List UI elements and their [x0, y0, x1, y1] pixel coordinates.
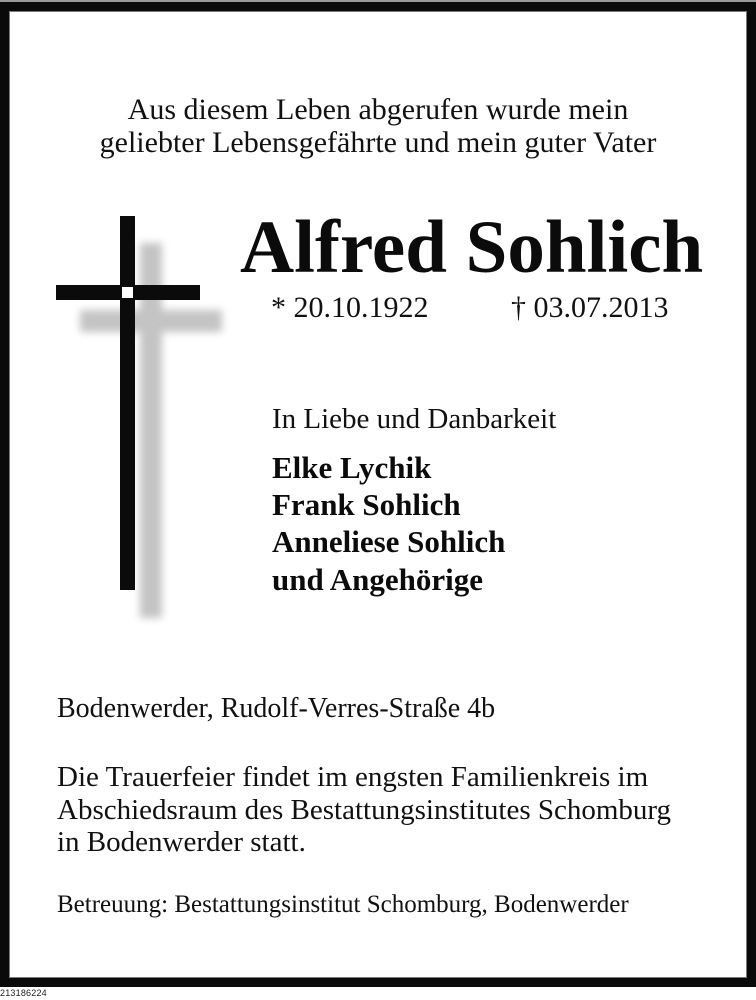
intro-line-1: Aus diesem Leben abgerufen wurde mein [127, 93, 629, 126]
mourner-name: Anneliese Sohlich [272, 524, 506, 559]
death-date: † 03.07.2013 [511, 291, 669, 324]
mourner-name: und Angehörige [272, 562, 484, 597]
service-line: Abschiedsraum des Bestattungsinstitutes Schomburg [57, 794, 672, 826]
mourner-name: Elke Lychik [272, 450, 432, 485]
ad-id: 213186224 [0, 988, 47, 998]
deceased-name: Alfred Sohlich [240, 206, 704, 289]
thanks-line: In Liebe und Danbarkeit [272, 403, 557, 435]
funeral-care-line: Betreuung: Bestattungsinstitut Schomburg, Bodenwerder [57, 891, 629, 918]
birth-date: * 20.10.1922 [271, 291, 429, 324]
intro-line-2: geliebter Lebensgefährte und mein guter Vater [99, 126, 657, 159]
service-line: in Bodenwerder statt. [57, 826, 306, 858]
service-line: Die Trauerfeier findet im engsten Familienkreis im [57, 761, 649, 793]
mourner-name: Frank Sohlich [272, 487, 461, 522]
address-line: Bodenwerder, Rudolf-Verres-Straße 4b [57, 693, 496, 724]
